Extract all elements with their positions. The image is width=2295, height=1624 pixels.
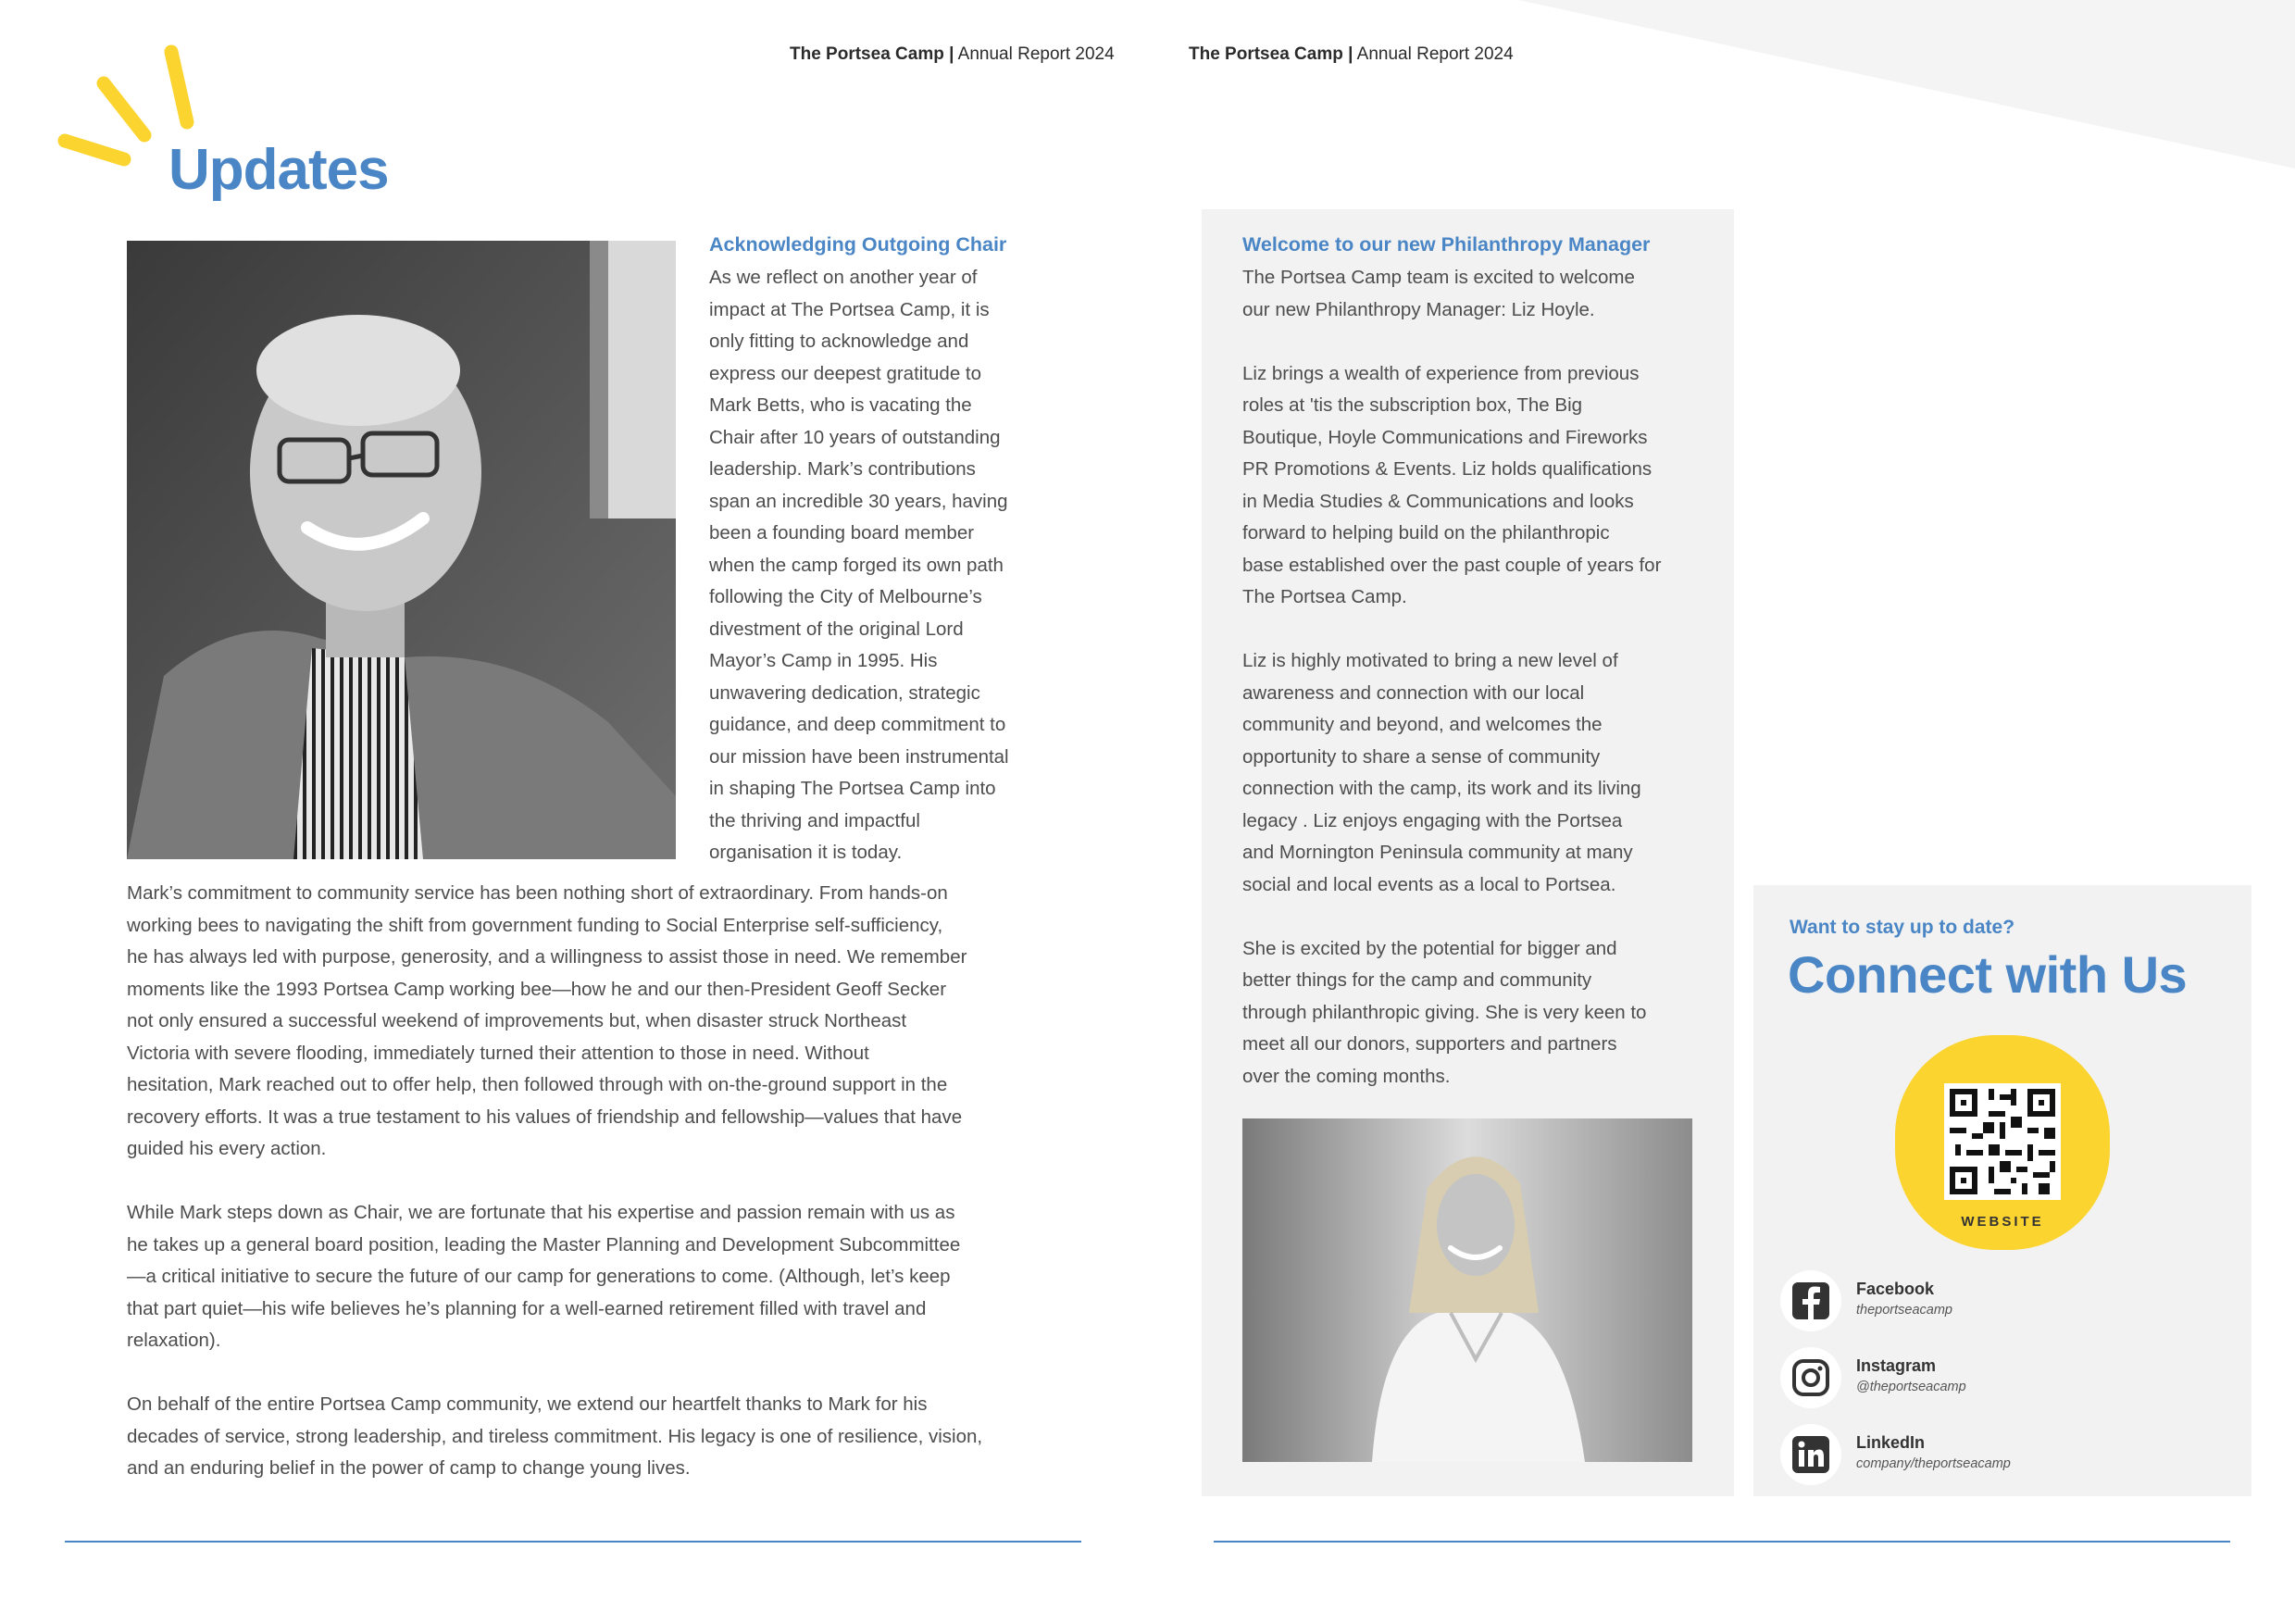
text-line: The Portsea Camp team is excited to welcome [1242,267,1635,288]
text-line: guided his every action. [127,1138,327,1159]
text-line: that part quiet—his wife believes he’s planning for a well-earned retirement filled with travel and [127,1297,927,1319]
text-line: Victoria with severe flooding, immediately turned their attention to those in need. Without [127,1042,869,1064]
text-line: working bees to navigating the shift from government funding to Social Enterprise self-sufficiency, [127,914,943,936]
text-line: guidance, and deep commitment to [709,714,1006,735]
footer-divider-right [1214,1541,2230,1543]
text-line: relaxation). [127,1330,221,1351]
text-line: awareness and connection with our local [1242,681,1585,704]
text-line: leadership. Mark’s contributions [709,458,976,480]
header-report: Annual Report 2024 [1356,44,1514,64]
text-line: While Mark steps down as Chair, we are fortunate that his expertise and passion remain with us as [127,1202,955,1223]
text-line: only fitting to acknowledge and [709,331,969,352]
text-line: Chair after 10 years of outstanding [709,426,1001,448]
text-line: express our deepest gratitude to [709,362,982,384]
text-line: base established over the past couple of years for [1242,554,1662,576]
text-line: Boutique, Hoyle Communications and Fireworks [1242,426,1648,448]
connect-subtitle: Want to stay up to date? [1790,917,2015,938]
text-line: —a critical initiative to secure the future of our camp for generations to come. (Although, let’s keep [127,1266,951,1287]
connect-title: Connect with Us [1788,945,2188,1004]
social-name: LinkedIn [1856,1433,1926,1452]
header-brand: The Portsea Camp [1189,44,1343,64]
text-line: organisation it is today. [709,842,903,863]
text-line: when the camp forged its own path [709,554,1004,576]
text-line: forward to helping build on the philanthropic [1242,522,1610,543]
text-line: On behalf of the entire Portsea Camp community, we extend our heartfelt thanks to Mark for his [127,1393,928,1415]
philanthropy-heading: Welcome to our new Philanthropy Manager [1242,233,1651,256]
text-line: not only ensured a successful weekend of improvements but, when disaster struck Northeast [127,1010,907,1031]
qr-code-icon[interactable] [1944,1083,2061,1200]
paragraph [1242,358,1705,614]
text-line: social and local events as a local to Portsea. [1242,873,1616,895]
text-line: divestment of the original Lord [709,618,964,640]
text-line: our new Philanthropy Manager: Liz Hoyle. [1242,298,1595,320]
text-line: Mark Betts, who is vacating the [709,394,972,416]
text-line: Liz is highly motivated to bring a new level of [1242,650,1618,671]
text-line: he takes up a general board position, leading the Master Planning and Development Subcommittee [127,1233,961,1255]
social-linkedin[interactable] [1780,1424,2206,1491]
text-line: roles at 'tis the subscription box, The Big [1242,394,1583,416]
paragraph [1242,262,1705,326]
mark-betts-photo [127,241,676,859]
text-line: PR Promotions & Events. Liz holds qualifications [1242,458,1653,480]
text-line: Mayor’s Camp in 1995. His [709,650,938,671]
text-line: over the coming months. [1242,1065,1451,1087]
paragraph [1242,933,1705,1093]
text-line: legacy . Liz enjoys engaging with the Portsea [1242,809,1623,831]
text-line: been a founding board member [709,522,975,543]
text-line: She is excited by the potential for bigger and [1242,937,1617,959]
paragraph [127,1389,1053,1485]
text-line: following the City of Melbourne’s [709,586,982,607]
website-qr-badge[interactable] [1895,1035,2110,1250]
text-line: impact at The Portsea Camp, it is [709,298,990,320]
social-handle[interactable]: company/theportseacamp [1856,1456,2011,1471]
text-line: opportunity to share a sense of community [1242,745,1601,768]
social-handle[interactable]: theportseacamp [1856,1303,1952,1318]
text-line: The Portsea Camp. [1242,586,1407,607]
text-line: community and beyond, and welcomes the [1242,714,1603,735]
instagram-icon[interactable] [1780,1347,1841,1408]
text-line: in shaping The Portsea Camp into [709,778,996,799]
outgoing-chair-heading: Acknowledging Outgoing Chair [709,233,1007,256]
header-right: The Portsea Camp | Annual Report 2024 [1189,44,1514,64]
header-left: The Portsea Camp | Annual Report 2024 [790,44,1115,64]
social-name: Instagram [1856,1356,1937,1375]
text-line: our mission have been instrumental [709,745,1009,768]
text-line: meet all our donors, supporters and partners [1242,1033,1617,1055]
text-line: the thriving and impactful [709,809,920,831]
page-title: Updates [168,138,389,202]
text-line: hesitation, Mark reached out to offer help, then followed through with on-the-ground support in the [127,1074,948,1095]
social-name: Facebook [1856,1280,1935,1298]
text-line: better things for the camp and community [1242,969,1592,991]
paragraph [127,878,1053,1166]
linkedin-icon[interactable] [1780,1424,1841,1485]
social-handle[interactable]: @theportseacamp [1856,1380,1966,1394]
paragraph [127,1197,1053,1357]
text-line: decades of service, strong leadership, and tireless commitment. His legacy is one of resilience, vision, [127,1425,983,1447]
social-instagram[interactable] [1780,1347,2206,1414]
text-line: and an enduring belief in the power of camp to change young lives. [127,1457,691,1479]
text-line: Mark’s commitment to community service has been nothing short of extraordinary. From hands-on [127,882,948,904]
text-line: span an incredible 30 years, having [709,490,1008,512]
text-line: Liz brings a wealth of experience from previous [1242,362,1640,384]
text-line: moments like the 1993 Portsea Camp working bee—how he and our then-President Geoff Secker [127,978,947,1000]
social-facebook[interactable] [1780,1270,2206,1337]
text-line: through philanthropic giving. She is very keen to [1242,1001,1647,1023]
outgoing-chair-body [127,878,1053,1485]
footer-divider-left [65,1541,1081,1543]
text-line: unwavering dedication, strategic [709,681,980,704]
header-report: Annual Report 2024 [957,44,1115,64]
header-brand: The Portsea Camp [790,44,944,64]
text-line: recovery efforts. It was a true testament to his values of friendship and fellowship—values that have [127,1106,963,1128]
text-line: he has always led with purpose, generosity, and a willingness to assist those in need. We remember [127,946,967,968]
philanthropy-body [1242,262,1705,1093]
paragraph [1242,645,1705,901]
text-line: and Mornington Peninsula community at many [1242,842,1633,863]
qr-label: WEBSITE [1961,1214,2044,1230]
text-line: in Media Studies & Communications and looks [1242,490,1634,512]
outgoing-chair-intro [709,262,1052,869]
text-line: As we reflect on another year of [709,267,978,288]
liz-hoyle-photo [1242,1118,1692,1462]
text-line: connection with the camp, its work and its living [1242,778,1641,799]
facebook-icon[interactable] [1780,1270,1841,1331]
